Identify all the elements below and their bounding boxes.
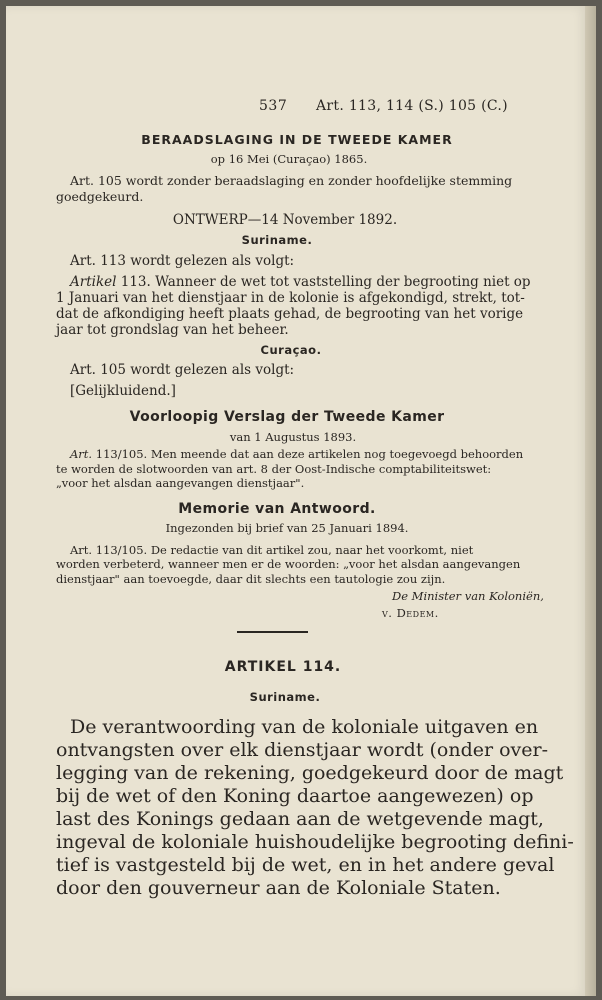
artikel-114-line-5: last des Konings gedaan aan de wetgevende magt,: [56, 808, 544, 830]
signature-title: De Minister van Koloniën,: [392, 589, 544, 603]
voorloopig-art-label: Art.: [70, 447, 93, 461]
memorie-line-3: dienstjaar" aan toevoegde, daar dit slechts een tautologie zou zijn.: [56, 572, 446, 586]
suriname-intro: Art. 113 wordt gelezen als volgt:: [70, 253, 295, 269]
beraadslaging-heading: BERAADSLAGING IN DE TWEEDE KAMER: [141, 132, 453, 147]
voorloopig-date: van 1 Augustus 1893.: [229, 430, 357, 444]
artikel-114-line-8: door den gouverneur aan de Koloniale Staten.: [56, 877, 501, 899]
running-header: Art. 113, 114 (S.) 105 (C.): [316, 98, 508, 114]
page-edge: [585, 6, 596, 996]
memorie-heading: Memorie van Antwoord.: [178, 501, 376, 517]
voorloopig-heading: Voorloopig Verslag der Tweede Kamer: [129, 409, 445, 425]
memorie-date: Ingezonden bij brief van 25 Januari 1894.: [165, 521, 409, 535]
signature-name: v. Dedem.: [382, 606, 439, 620]
artikel-114-line-7: tief is vastgesteld bij de wet, en in het andere geval: [56, 854, 555, 876]
artikel-114-line-3: legging van de rekening, goedgekeurd door de magt: [56, 762, 564, 784]
beraadslaging-date: op 16 Mei (Curaçao) 1865.: [210, 152, 368, 166]
artikel-114-line-4: bij de wet of den Koning daartoe aangewezen) op: [56, 785, 534, 807]
beraadslaging-line-1: Art. 105 wordt zonder beraadslaging en zonder hoofdelijke stemming: [70, 173, 513, 188]
voorloopig-line-2: te worden de slotwoorden van art. 8 der Oost-Indische comptabiliteitswet:: [56, 462, 492, 476]
curacao-heading: Curaçao.: [260, 343, 322, 357]
artikel-114-line-1: De verantwoording van de koloniale uitgaven en: [70, 716, 539, 738]
ontwerp-heading: ONTWERP—14 November 1892.: [172, 212, 398, 228]
memorie-line-1: Art. 113/105. De redactie van dit artikel zou, naar het voorkomt, niet: [70, 543, 474, 557]
section-divider: [237, 631, 308, 633]
artikel-114-line-2: ontvangsten over elk dienstjaar wordt (onder over-: [56, 739, 549, 761]
curacao-text: [Gelijkluidend.]: [70, 383, 176, 399]
artikel-label: Artikel: [70, 274, 117, 290]
artikel-114-subheading: Suriname.: [249, 690, 321, 704]
curacao-intro: Art. 105 wordt gelezen als volgt:: [70, 362, 295, 378]
artikel-114-line-6: ingeval de koloniale huishoudelijke begrooting defini-: [56, 831, 574, 853]
memorie-line-2: worden verbeterd, wanneer men er de woorden: „voor het alsdan aangevangen: [56, 557, 521, 571]
artikel-113-line-3: dat de afkondiging heeft plaats gehad, de begrooting van het vorige: [56, 306, 524, 322]
artikel-114-heading: ARTIKEL 114.: [224, 659, 342, 675]
page-number: 537: [259, 98, 288, 114]
beraadslaging-line-2: goedgekeurd.: [56, 189, 144, 204]
book-page: [6, 6, 588, 996]
voorloopig-line-1: Art. 113/105. Men meende dat aan deze artikelen nog toegevoegd behoorden: [70, 447, 524, 461]
ontwerp-suriname-heading: Suriname.: [241, 233, 313, 247]
artikel-113-line-2: 1 Januari van het dienstjaar in de kolonie is afgekondigd, strekt, tot-: [56, 290, 525, 306]
artikel-113-line-4: jaar tot grondslag van het beheer.: [56, 322, 289, 338]
voorloopig-line-3: „voor het alsdan aangevangen dienstjaar".: [56, 476, 305, 490]
artikel-113-line-1: Artikel 113. Wanneer de wet tot vaststelling der begrooting niet op: [70, 274, 531, 290]
